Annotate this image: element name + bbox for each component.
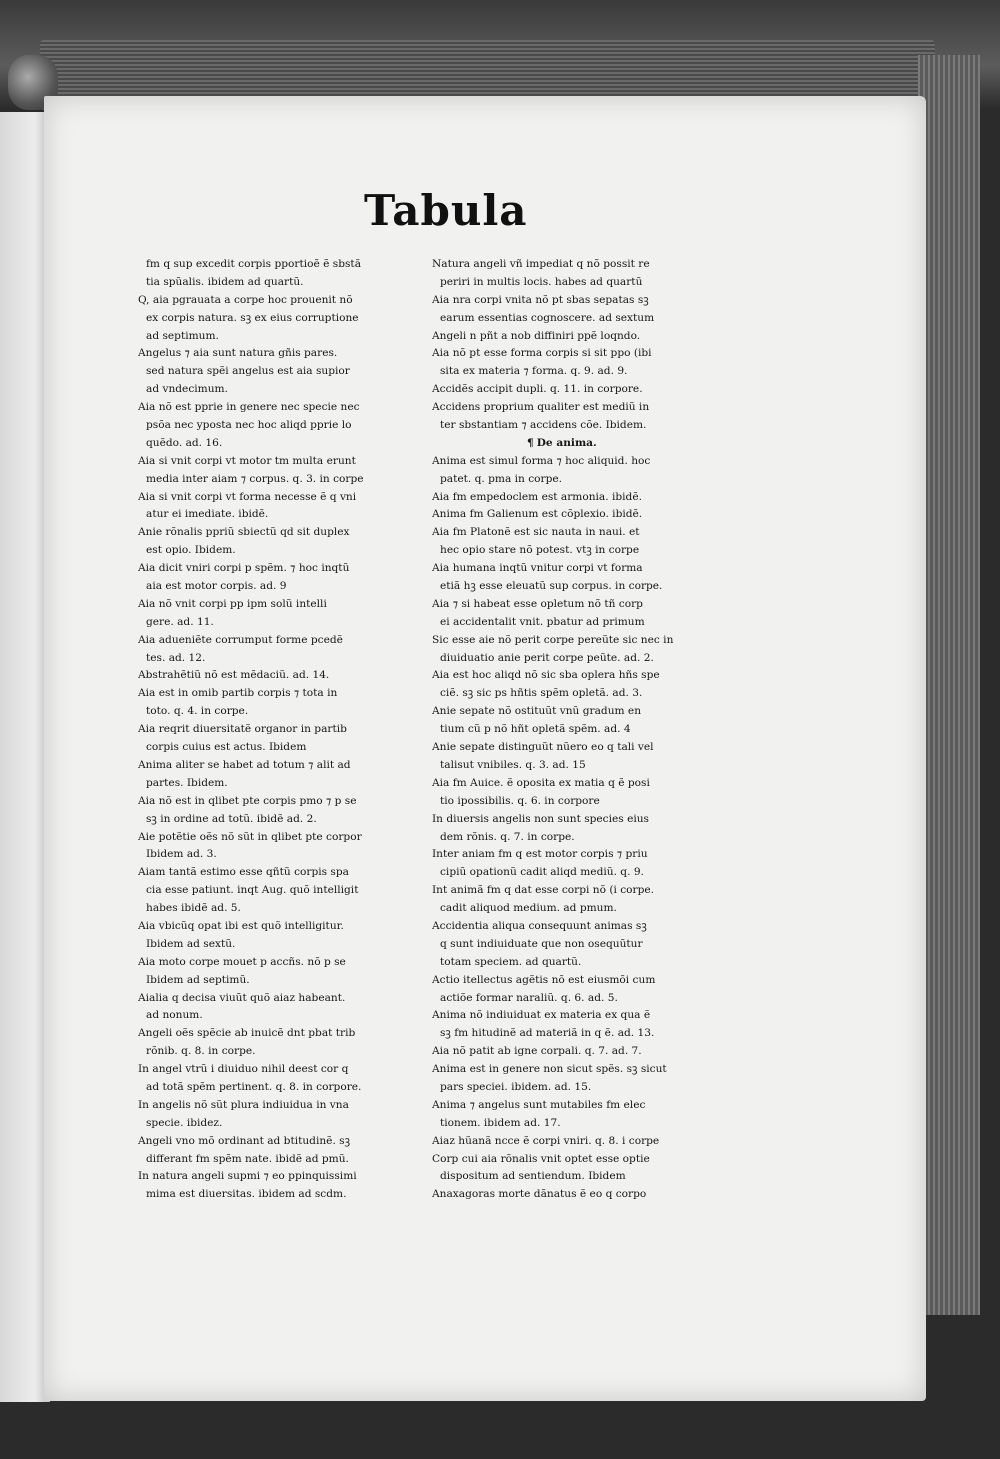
text-line: Anie rõnalis ppriũ sbiectũ qd sit duplex — [138, 526, 350, 539]
text-line: ad nonum. — [146, 1009, 203, 1022]
text-line: Aia fm Platonẽ est sic nauta in naui. et — [432, 526, 640, 539]
text-line: Aia si vnit corpi vt forma necesse ẽ q vni — [138, 490, 357, 503]
section-heading-text: De anima. — [536, 436, 597, 449]
text-line: In diuersis angelis non sunt species eius — [432, 812, 649, 825]
left-page-edge — [0, 112, 50, 1402]
text-line: totam speciem. ad quartũ. — [440, 955, 582, 968]
text-line: ad totã spẽm pertinent. q. 8. in corpore. — [146, 1080, 362, 1093]
text-line: Angeli n pñt a nob diffiniri ppẽ loqndo. — [432, 329, 641, 342]
text-line: habes ibidẽ ad. 5. — [146, 902, 241, 915]
text-line: media inter aiam ⁊ corpus. q. 3. in corpe — [146, 472, 364, 485]
text-line: Sic esse aie nõ perit corpe pereũte sic nec in — [432, 633, 674, 646]
text-line: Aia humana inqtũ vnitur corpi vt forma — [432, 562, 643, 575]
text-line: hec opio stare nõ potest. vtꝫ in corpe — [440, 544, 640, 557]
text-line: Aia si vnit corpi vt motor tm multa erunt — [138, 454, 356, 467]
text-line: In natura angeli supmi ⁊ eo ppinquissimi — [138, 1170, 357, 1183]
text-line: Aia est in omib partib corpis ⁊ tota in — [138, 687, 338, 700]
text-line: differant fm spẽm nate. ibidẽ ad pmũ. — [146, 1152, 349, 1165]
text-line: Angeli vno mõ ordinant ad btitudinẽ. sꝫ — [138, 1134, 351, 1147]
section-heading — [432, 435, 707, 453]
text-line: Angeli oẽs spẽcie ab inuicẽ dnt pbat trib — [138, 1027, 356, 1040]
left-text-column — [138, 256, 413, 1204]
text-line: partes. Ibidem. — [146, 776, 228, 789]
text-line: Anima aliter se habet ad totum ⁊ alit ad — [138, 758, 351, 771]
text-line: ad septimum. — [146, 329, 219, 342]
text-line: est opio. Ibidem. — [146, 544, 236, 557]
text-line: gere. ad. 11. — [146, 615, 214, 628]
text-line: Anima est simul forma ⁊ hoc aliquid. hoc — [432, 454, 651, 467]
text-line: Aia nra corpi vnita nõ pt sbas sepatas sꝫ — [432, 293, 649, 306]
text-line: Aia nõ est in qlibet pte corpis pmo ⁊ p se — [138, 794, 357, 807]
text-line: Aiaz hũanã ncce ẽ corpi vniri. q. 8. i corpe — [432, 1134, 660, 1147]
text-line: tio ipossibilis. q. 6. in corpore — [440, 794, 600, 807]
text-line: sed natura spẽi angelus est aia supior — [146, 365, 350, 378]
text-line: Angelus ⁊ aia sunt natura gñis pares. — [138, 347, 338, 360]
text-line: Ibidem ad sextũ. — [146, 937, 236, 950]
text-line: Accidentia aliqua consequunt animas sꝫ — [432, 919, 647, 932]
text-line: Anaxagoras morte dãnatus ẽ eo q corpo — [432, 1188, 647, 1201]
text-line: In angelis nõ sũt plura indiuidua in vna — [138, 1098, 349, 1111]
text-line: Aia fm empedoclem est armonia. ibidẽ. — [432, 490, 642, 503]
text-line: dispositum ad sentiendum. Ibidem — [440, 1170, 626, 1183]
text-line: Aia nõ pt esse forma corpis si sit ppo (ibi — [432, 347, 652, 360]
text-line: quẽdo. ad. 16. — [146, 436, 223, 449]
text-line: Aia moto corpe mouet p accñs. nõ p se — [138, 955, 346, 968]
text-line: tia spũalis. ibidem ad quartũ. — [146, 275, 304, 288]
text-line: Anima est in genere non sicut spẽs. sꝫ sicut — [432, 1063, 667, 1076]
text-line: Inter aniam fm q est motor corpis ⁊ priu — [432, 848, 648, 861]
text-line: tium cũ p nõ hñt opletã spẽm. ad. 4 — [440, 723, 631, 736]
text-line: aia est motor corpis. ad. 9 — [146, 580, 287, 593]
text-line: Aia adueniẽte corrumput forme pcedẽ — [138, 633, 343, 646]
text-line: periri in multis locis. habes ad quartũ — [440, 275, 643, 288]
text-line: talisut vnibiles. q. 3. ad. 15 — [440, 758, 586, 771]
page-header-title: Tabula — [364, 186, 528, 235]
text-line: pars speciei. ibidem. ad. 15. — [440, 1080, 592, 1093]
text-line: Actio itellectus agẽtis nõ est eiusmõi cum — [432, 973, 656, 986]
text-line: tes. ad. 12. — [146, 651, 206, 664]
text-line: sita ex materia ⁊ forma. q. 9. ad. 9. — [440, 365, 628, 378]
text-line: specie. ibidez. — [146, 1116, 223, 1129]
text-line: q sunt indiuiduate que non osequũtur — [440, 937, 643, 950]
text-line: psõa nec yposta nec hoc aliqd pprie lo — [146, 419, 352, 432]
text-line: Abstrahẽtiũ nõ est mẽdaciũ. ad. 14. — [138, 669, 330, 682]
text-line: Natura angeli vñ impediat q nõ possit re — [432, 258, 650, 270]
text-line: cia esse patiunt. inqt Aug. quõ intelligit — [146, 884, 359, 897]
text-line: corpis cuius est actus. Ibidem — [146, 741, 307, 754]
text-line: fm q sup excedit corpis pportioẽ ẽ sbstã — [146, 258, 362, 270]
text-line: Anima fm Galienum est cõplexio. ibidẽ. — [432, 508, 643, 521]
text-line: tionem. ibidem ad. 17. — [440, 1116, 561, 1129]
text-line: Aialia q decisa viuũt quõ aiaz habeant. — [138, 991, 346, 1004]
text-line: earum essentias cognoscere. ad sextum — [440, 311, 655, 324]
text-line: Aia nõ patit ab igne corpali. q. 7. ad. 7. — [432, 1045, 642, 1058]
text-line: Accidẽs accipit dupli. q. 11. in corpore. — [432, 383, 643, 396]
text-line: Aia est hoc aliqd nõ sic sba oplera hñs spe — [432, 669, 660, 682]
text-line: Aia reqrit diuersitatẽ organor in partib — [138, 723, 347, 736]
text-line: atur ei imediate. ibidẽ. — [146, 508, 269, 521]
text-line: Aia fm Auice. ẽ oposita ex matia q ẽ posi — [432, 776, 650, 789]
text-line: Ibidem ad septimũ. — [146, 973, 250, 986]
text-line: ciẽ. sꝫ sic ps hñtis spẽm opletã. ad. 3. — [440, 687, 643, 700]
text-line: Aia nõ est pprie in genere nec specie nec — [138, 401, 360, 414]
text-line: Int animã fm q dat esse corpi nõ (i corpe. — [432, 884, 655, 897]
text-line: ad vndecimum. — [146, 383, 228, 396]
text-line: Aia vbicũq opat ibi est quõ intelligitur. — [138, 919, 344, 932]
text-line: Anie sepate distinguũt nũero eo q tali vel — [432, 741, 654, 754]
text-line: Corp cui aia rõnalis vnit optet esse optie — [432, 1152, 650, 1165]
text-line: ter sbstantiam ⁊ accidens cõe. Ibidem. — [440, 419, 647, 432]
text-line: dem rõnis. q. 7. in corpe. — [440, 830, 575, 843]
text-line: etiã hꝫ esse eleuatũ sup corpus. in corpe. — [440, 580, 663, 593]
text-line: Anima ⁊ angelus sunt mutabiles fm elec — [432, 1098, 646, 1111]
text-line: cipiũ opationũ cadit aliqd mediũ. q. 9. — [440, 866, 644, 879]
text-line: cadit aliquod medium. ad pmum. — [440, 902, 617, 915]
text-line: Accidens proprium qualiter est mediũ in — [432, 401, 650, 414]
text-line: diuiduatio anie perit corpe peũte. ad. 2. — [440, 651, 654, 664]
text-line: Anima nõ indiuiduat ex materia ex qua ẽ — [432, 1009, 651, 1022]
text-line: Aia nõ vnit corpi pp ipm solũ intelli — [138, 597, 327, 610]
text-line: Aie potẽtie oẽs nõ sũt in qlibet pte corpor — [138, 830, 362, 843]
text-line: In angel vtrũ i diuiduo nihil deest cor q — [138, 1063, 349, 1076]
text-line: Q, aia pgrauata a corpe hoc prouenit nõ — [138, 293, 353, 306]
text-line: Aiam tantã estimo esse qñtũ corpis spa — [138, 866, 349, 879]
text-line: Ibidem ad. 3. — [146, 848, 217, 861]
text-line: rõnib. q. 8. in corpe. — [146, 1045, 256, 1058]
text-line: ex corpis natura. sꝫ ex eius corruptione — [146, 311, 359, 324]
text-line: Aia dicit vniri corpi p spẽm. ⁊ hoc inqtũ — [138, 562, 350, 575]
text-line: ei accidentalit vnit. pbatur ad primum — [440, 615, 645, 628]
page-stack-edge — [918, 55, 980, 1315]
text-line: patet. q. pma in corpe. — [440, 472, 563, 485]
pilcrow-icon: ¶ — [527, 436, 534, 449]
text-line: Aia ⁊ si habeat esse opletum nõ tñ corp — [432, 597, 643, 610]
text-line: Anie sepate nõ ostituũt vnũ gradum en — [432, 705, 642, 718]
text-line: sꝫ in ordine ad totũ. ibidẽ ad. 2. — [146, 812, 317, 825]
right-text-column — [432, 256, 707, 1204]
text-line: sꝫ fm hitudinẽ ad materiã in q ẽ. ad. 13. — [440, 1027, 655, 1040]
text-line: mima est diuersitas. ibidem ad scdm. — [146, 1188, 347, 1201]
text-line: actiõe formar naraliũ. q. 6. ad. 5. — [440, 991, 618, 1004]
text-line: toto. q. 4. in corpe. — [146, 705, 249, 718]
